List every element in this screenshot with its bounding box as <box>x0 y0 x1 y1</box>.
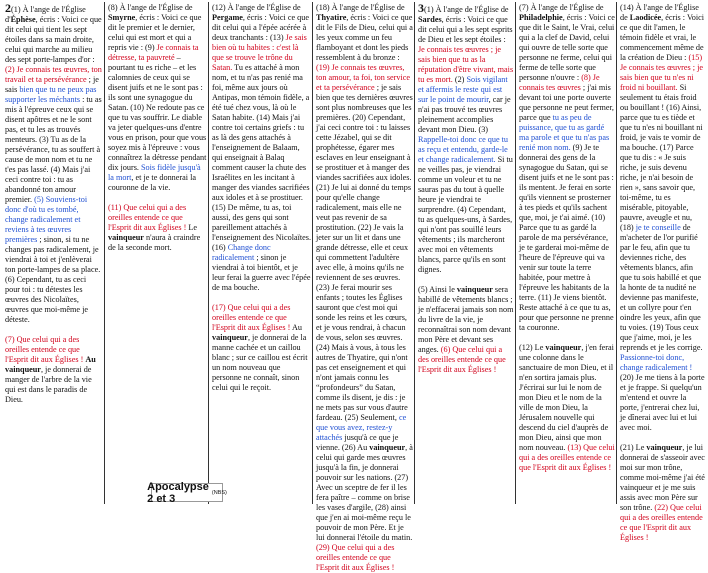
paragraph <box>212 3 311 293</box>
column-divider <box>312 2 313 504</box>
paragraph <box>519 3 615 333</box>
text-column-3 <box>209 3 313 503</box>
highlighted-text: Change donc radicalement <box>212 243 271 262</box>
verse-text: (9) Je te donnerai des gens de la synagogue du Satan, qui se disent juifs et ne le sont pas : ils mentent. Je ferai en sorte qu'ils viennent se prosterner à tes pieds et qu'ils sachent que, moi, je t'ai aimé. (10) Parce que tu as gardé la parole de ma persévérance, je te garderai moi-même de l'heure de l'épreuve qui va venir sur toute la terre habitée, pour mettre à l'épreuve les habitants de la terre. (11) Je viens bientôt. Reste attaché à ce que tu as, pour que personne ne prenne ta couronne. <box>519 143 614 332</box>
highlighted-text: (6) Que celui qui a des oreilles entende ce que l'Esprit dit aux Églises ! <box>418 345 506 374</box>
paragraph <box>519 343 615 473</box>
text-column-2 <box>105 3 209 503</box>
column-divider <box>208 2 209 504</box>
verse-text: ; sinon je viendrai à toi bientôt, et je leur ferai la guerre avec l'épée de ma bouche. <box>212 253 311 292</box>
verse-text: (2) <box>452 75 467 84</box>
paragraph <box>108 3 207 193</box>
document-title <box>147 480 227 505</box>
keyword-text: Thyatire <box>316 13 347 22</box>
paragraph <box>108 203 207 253</box>
verse-text: , je lui donnerai de s'asseoir avec moi sur mon trône, comme moi-même j'ai été vainqueur et je me suis assis avec mon Père sur son trône. <box>620 443 705 512</box>
text-column-6 <box>516 3 617 503</box>
highlighted-text: Je connais tes œuvres ; je sais bien que tu as la réputation d'être vivant, mais tu es mort. <box>418 45 514 84</box>
verse-text: , à celui qui garde mes œuvres jusqu'à la fin, je donnerai pouvoir sur les nations. (27) Avec un sceptre de fer il les fera paître – comme on brise les vases d'argile, (28) ainsi que j'en ai moi-même reçu le pouvoir de mon Père. Et je lui donnerai l'étoile du matin. <box>316 443 413 542</box>
verse-text: , écris : Voici ce que dit le premier et le dernier, celui qui est mort et qui a repris vie : (9) <box>108 13 202 52</box>
highlighted-text: (22) Que celui qui a des oreilles entende ce que l'Esprit dit aux Églises ! <box>620 503 703 542</box>
chapter-number: 3 <box>418 1 424 15</box>
paragraph-gap <box>212 293 311 303</box>
verse-text: (7) À l'ange de l'Église de <box>519 3 604 12</box>
highlighted-text: ce que vous avez, restez-y attachés <box>316 413 407 442</box>
keyword-text: vainqueur <box>545 343 582 352</box>
keyword-text: Sardes <box>418 15 442 24</box>
highlighted-text: (15) Je connais tes œuvres ; je sais bien que tu n'es ni froid ni bouillant. <box>620 53 703 92</box>
keyword-text: vainqueur <box>646 443 683 452</box>
verse-text: (21) Le <box>620 443 647 452</box>
verse-text: (14) À l'ange de l'Église de <box>620 3 699 22</box>
paragraph-gap <box>519 333 615 343</box>
verse-text: sera habillé de vêtements blancs ; je n'effacerai jamais son nom du livre de la vie, je reconnaîtrai son nom devant mon Père et devant ses anges. <box>418 285 514 354</box>
text-column-4 <box>313 3 415 572</box>
paragraph <box>212 303 311 393</box>
highlighted-text: (2) Je connais tes œuvres, ton travail et ta persévérance <box>5 65 102 84</box>
paragraph-gap <box>418 275 514 285</box>
text-column-5 <box>415 3 516 503</box>
highlighted-text: Passionne-toi donc, change radicalement ! <box>620 353 693 372</box>
chapter-number: 2 <box>5 1 11 15</box>
paragraph-gap <box>5 325 103 335</box>
verse-text: (18) À l'ange de l'Église de <box>316 3 405 12</box>
verse-text: Tu es attaché à mon nom, et tu n'as pas renié ma foi, même aux jours où Antipas, mon témoin fidèle, a été tué chez vous, là où le Satan habite. (14) Mais j'ai contre toi certains griefs : tu as là des gens attachés à l'enseignement de Balaam, qui enseignait à Balaq comment causer la chute des Israélites en les incitant à manger des viandes sacrifiées aux idoles et à se prostituer. (15) De même, tu as, toi aussi, des gens qui sont pareillement attachés à l'enseignement des Nicolaïtes. (16) <box>212 63 312 252</box>
paragraph <box>316 3 413 573</box>
text-column-1 <box>2 3 105 503</box>
paragraph <box>5 335 103 405</box>
paragraph <box>418 3 514 275</box>
title-main: Apocalypse 2 et 3 <box>147 480 209 505</box>
paragraph <box>418 285 514 375</box>
highlighted-text: (17) Que celui qui a des oreilles entende ce que l'Esprit dit aux Églises ! <box>212 303 291 332</box>
paragraph <box>5 3 103 325</box>
verse-text: (1) À l'ange de l'Église de <box>424 5 509 14</box>
verse-text: (8) À l'ange de l'Église de <box>108 3 193 12</box>
verse-text: ; je sais bien que tes dernières œuvres sont plus nombreuses que les premières. (20) Cependant, j'ai ceci contre toi : tu laisses cette Jézabel, qui se dit prophétesse, égarer mes esclaves en leur enseignant à se prostituer et à manger des viandes sacrifiées aux idoles. (21) Je lui ai donné du temps pour qu'elle change radicalement, mais elle ne veut pas revenir de sa prostitution. (22) Je vais la jeter sur un lit et dans une grande détresse, elle et ceux qui commettent l'adultère avec elle, à moins qu'ils ne reviennent de ses œuvres. (23) Je ferai mourir ses enfants ; toutes les Églises sauront que c'est moi qui sonde les reins et les cœurs, et je vous rendrai, à chacun de vous, selon ses œuvres. (24) Mais à vous, à tous les autres de Thyatire, qui n'ont pas cet enseignement et qui n'ont jamais connu les “profondeurs” du Satan, comme ils disent, je dis : je ne mets pas sur vous d'autre fardeau. (25) Seulement, <box>316 83 413 422</box>
highlighted-text: (11) Que celui qui a des oreilles entende ce que l'Esprit dit aux Églises ! <box>108 203 187 232</box>
verse-text: ; sinon, si tu ne changes pas radicalement, je viendrai à toi et j'enlèverai ton porte-lampes de sa place. (6) Cependant, tu as ceci pour toi : tu détestes les œuvres des Nicolaïtes, œuvres que moi-même je déteste. <box>5 235 101 324</box>
paragraph <box>620 443 706 543</box>
verse-text: , écris : Voici ce que dit celui qui a l'épée acérée à deux tranchants : (13) <box>212 13 310 42</box>
verse-text: Si seulement tu étais froid ou bouillant ! (16) Ainsi, parce que tu es tiède et que tu n'es ni bouillant ni froid, je vais te vomir de ma bouche. (17) Parce que tu dis : « Je suis riche, je suis devenu riche, je n'ai besoin de rien », sans savoir que, toi-même, tu es misérable, pitoyable, pauvre, aveugle et nu, (18) <box>620 83 703 232</box>
verse-text: , écris : Voici ce que dit l'amen, le témoin fidèle et vrai, le commencement même de la création de Dieu : <box>620 13 705 62</box>
verse-text: Au <box>290 323 302 332</box>
verse-text: ; j'ai mis devant toi une porte ouverte que personne ne peut fermer, parce que <box>519 83 614 122</box>
verse-text: : tu as mis à l'épreuve ceux qui se disent apôtres et ne le sont pas, et tu les as trouvés menteurs. (3) Tu as de la persévérance, tu as souffert à cause de mon nom et tu ne t'es pas lassé. (4) Mais j'ai ceci contre toi : tu as abandonné ton amour premier. <box>5 95 102 204</box>
keyword-text: vainqueur <box>108 233 144 242</box>
column-divider <box>414 2 415 504</box>
verse-text: , écris : Voici ce que dit le Fils de Dieu, celui qui a les yeux comme un feu flamboyant et dont les pieds ressemblent à du bronze : <box>316 13 413 62</box>
verse-text: , et je te donnerai la couronne de la vie. <box>108 173 196 192</box>
paragraph <box>620 3 706 433</box>
verse-text: – pourtant tu es riche – et les calomnies de ceux qui se disent juifs et ne le sont pas : ils sont une synagogue du Satan. (10) Ne redoute pas ce que tu vas souffrir. Le diable va jeter quelques-uns d'entre vous en prison, pour que vous soyez mis à l'épreuve : vous connaîtrez la détresse pendant dix jours. <box>108 53 207 172</box>
highlighted-text: (8) Je connais tes œuvres <box>519 73 600 92</box>
verse-text: (12) À l'ange de l'Église de <box>212 3 301 12</box>
paragraph-gap <box>620 433 706 443</box>
keyword-text: Au vainqueur <box>5 355 96 374</box>
highlighted-text: (7) Que celui qui a des oreilles entende ce que l'Esprit dit aux Églises ! <box>5 335 84 364</box>
verse-text: (12) Le <box>519 343 546 352</box>
highlighted-text: Je connais ta détresse, ta pauvreté <box>108 43 199 62</box>
keyword-text: vainqueur <box>212 333 248 342</box>
highlighted-text: Sois fidèle jusqu'à la mort <box>108 163 201 182</box>
verse-text: , écris : Voici ce que dit le Saint, le Vrai, celui qui a la clef de David, celui qui ouvre de telle sorte que personne ne ferme, celui qui ferme de telle sorte que personne n'ouvre : <box>519 13 615 82</box>
keyword-text: Pergame <box>212 13 243 22</box>
highlighted-text: Rappelle-toi donc ce que tu as reçu et entendu, garde-le et change radicalement. <box>418 135 509 164</box>
column-divider <box>515 2 516 504</box>
highlighted-text: (5) Souviens-toi donc d'où tu es tombé, change radicalement et reviens à tes œuvres premières <box>5 195 88 244</box>
verse-text: (20) Je me tiens à la porte et je frappe. Si quelqu'un m'entend et ouvre la porte, j'entrerai chez lui, je dînerai avec lui et lui avec moi. <box>620 373 705 432</box>
highlighted-text: bien que tu ne peux pas supporter les méchants <box>5 85 97 104</box>
highlighted-text: (29) Que celui qui a des oreilles entende ce que l'Esprit dit aux Églises ! <box>316 543 395 572</box>
text-column-7 <box>617 3 708 542</box>
verse-text: , je donnerai de la manne cachée et un caillou blanc ; sur ce caillou est écrit un nom nouveau que personne ne connaît, sinon celui qui le reçoit. <box>212 333 308 392</box>
keyword-text: Éphèse <box>10 15 36 24</box>
keyword-text: Smyrne <box>108 13 136 22</box>
verse-text: (5) Ainsi le <box>418 285 457 294</box>
column-divider <box>616 2 617 504</box>
verse-text: , écris : Voici ce que dit celui qui a les sept esprits de Dieu et les sept étoiles : <box>418 15 513 44</box>
verse-text: jusqu'à ce que je vienne. (26) Au <box>316 433 399 452</box>
verse-text: ; je sais <box>5 75 99 94</box>
highlighted-text: je te conseille <box>635 223 681 232</box>
verse-text: de m'acheter de l'or purifié par le feu, afin que tu deviennes riche, des vêtements blancs, afin que tu sois habillé et que la honte de ta nudité ne devienne pas manifeste, et un collyre pour t'en oindre les yeux, afin que tu voies. (19) Tous ceux que j'aime, moi, je les reprends et je les corrige. <box>620 223 703 352</box>
verse-text: , car je n'ai pas trouvé tes œuvres pleinement accomplies devant mon Dieu. (3) <box>418 95 511 134</box>
verse-text: (1) À l'ange de l'Église d' <box>5 5 86 24</box>
title-version: (NBS) <box>211 489 227 496</box>
verse-text: n'aura à craindre de la seconde mort. <box>108 233 201 252</box>
keyword-text: Laodicée <box>629 13 662 22</box>
highlighted-text: Sois vigilant et affermis le reste qui est sur le point de mourir <box>418 75 508 104</box>
verse-text: , écris : Voici ce que dit celui qui tient les sept étoiles dans sa main droite, celui qui marche au milieu des sept porte-lampes d'or : <box>5 15 102 64</box>
verse-text: Si tu ne veilles pas, je viendrai comme un voleur et tu ne sauras pas du tout à quelle heure je viendrai te surprendre. (4) Cependant, tu as quelques-uns, à Sardes, qui n'ont pas souillé leurs vêtements ; ils marcheront avec moi en vêtements blancs, parce qu'ils en sont dignes. <box>418 155 513 274</box>
highlighted-text: Je sais bien où tu habites : c'est là que se trouve le trône du Satan. <box>212 33 307 72</box>
keyword-text: vainqueur <box>369 443 406 452</box>
column-divider <box>104 2 105 504</box>
highlighted-text: tu as peu de puissance, que tu as gardé ma parole et que tu n'as pas renié mon nom. <box>519 113 610 152</box>
highlighted-text: (19) Je connais tes œuvres, ton amour, ta foi, ton service et ta persévérance <box>316 63 411 92</box>
verse-text: Le <box>186 223 198 232</box>
paragraph-gap <box>108 193 207 203</box>
verse-text: , j'en ferai une colonne dans le sanctuaire de mon Dieu, et il n'en sortira jamais plus. J'écrirai sur lui le nom de mon Dieu et le nom de la ville de mon Dieu, la Jérusalem nouvelle qui descend du ciel d'auprès de mon Dieu, ainsi que mon nom nouveau. <box>519 343 614 452</box>
highlighted-text: (13) Que celui qui a des oreilles entende ce que l'Esprit dit aux Églises ! <box>519 443 615 472</box>
keyword-text: Philadelphie <box>519 13 563 22</box>
verse-text: , je donnerai de manger de l'arbre de la vie qui est dans le paradis de Dieu. <box>5 365 92 404</box>
keyword-text: vainqueur <box>456 285 493 294</box>
